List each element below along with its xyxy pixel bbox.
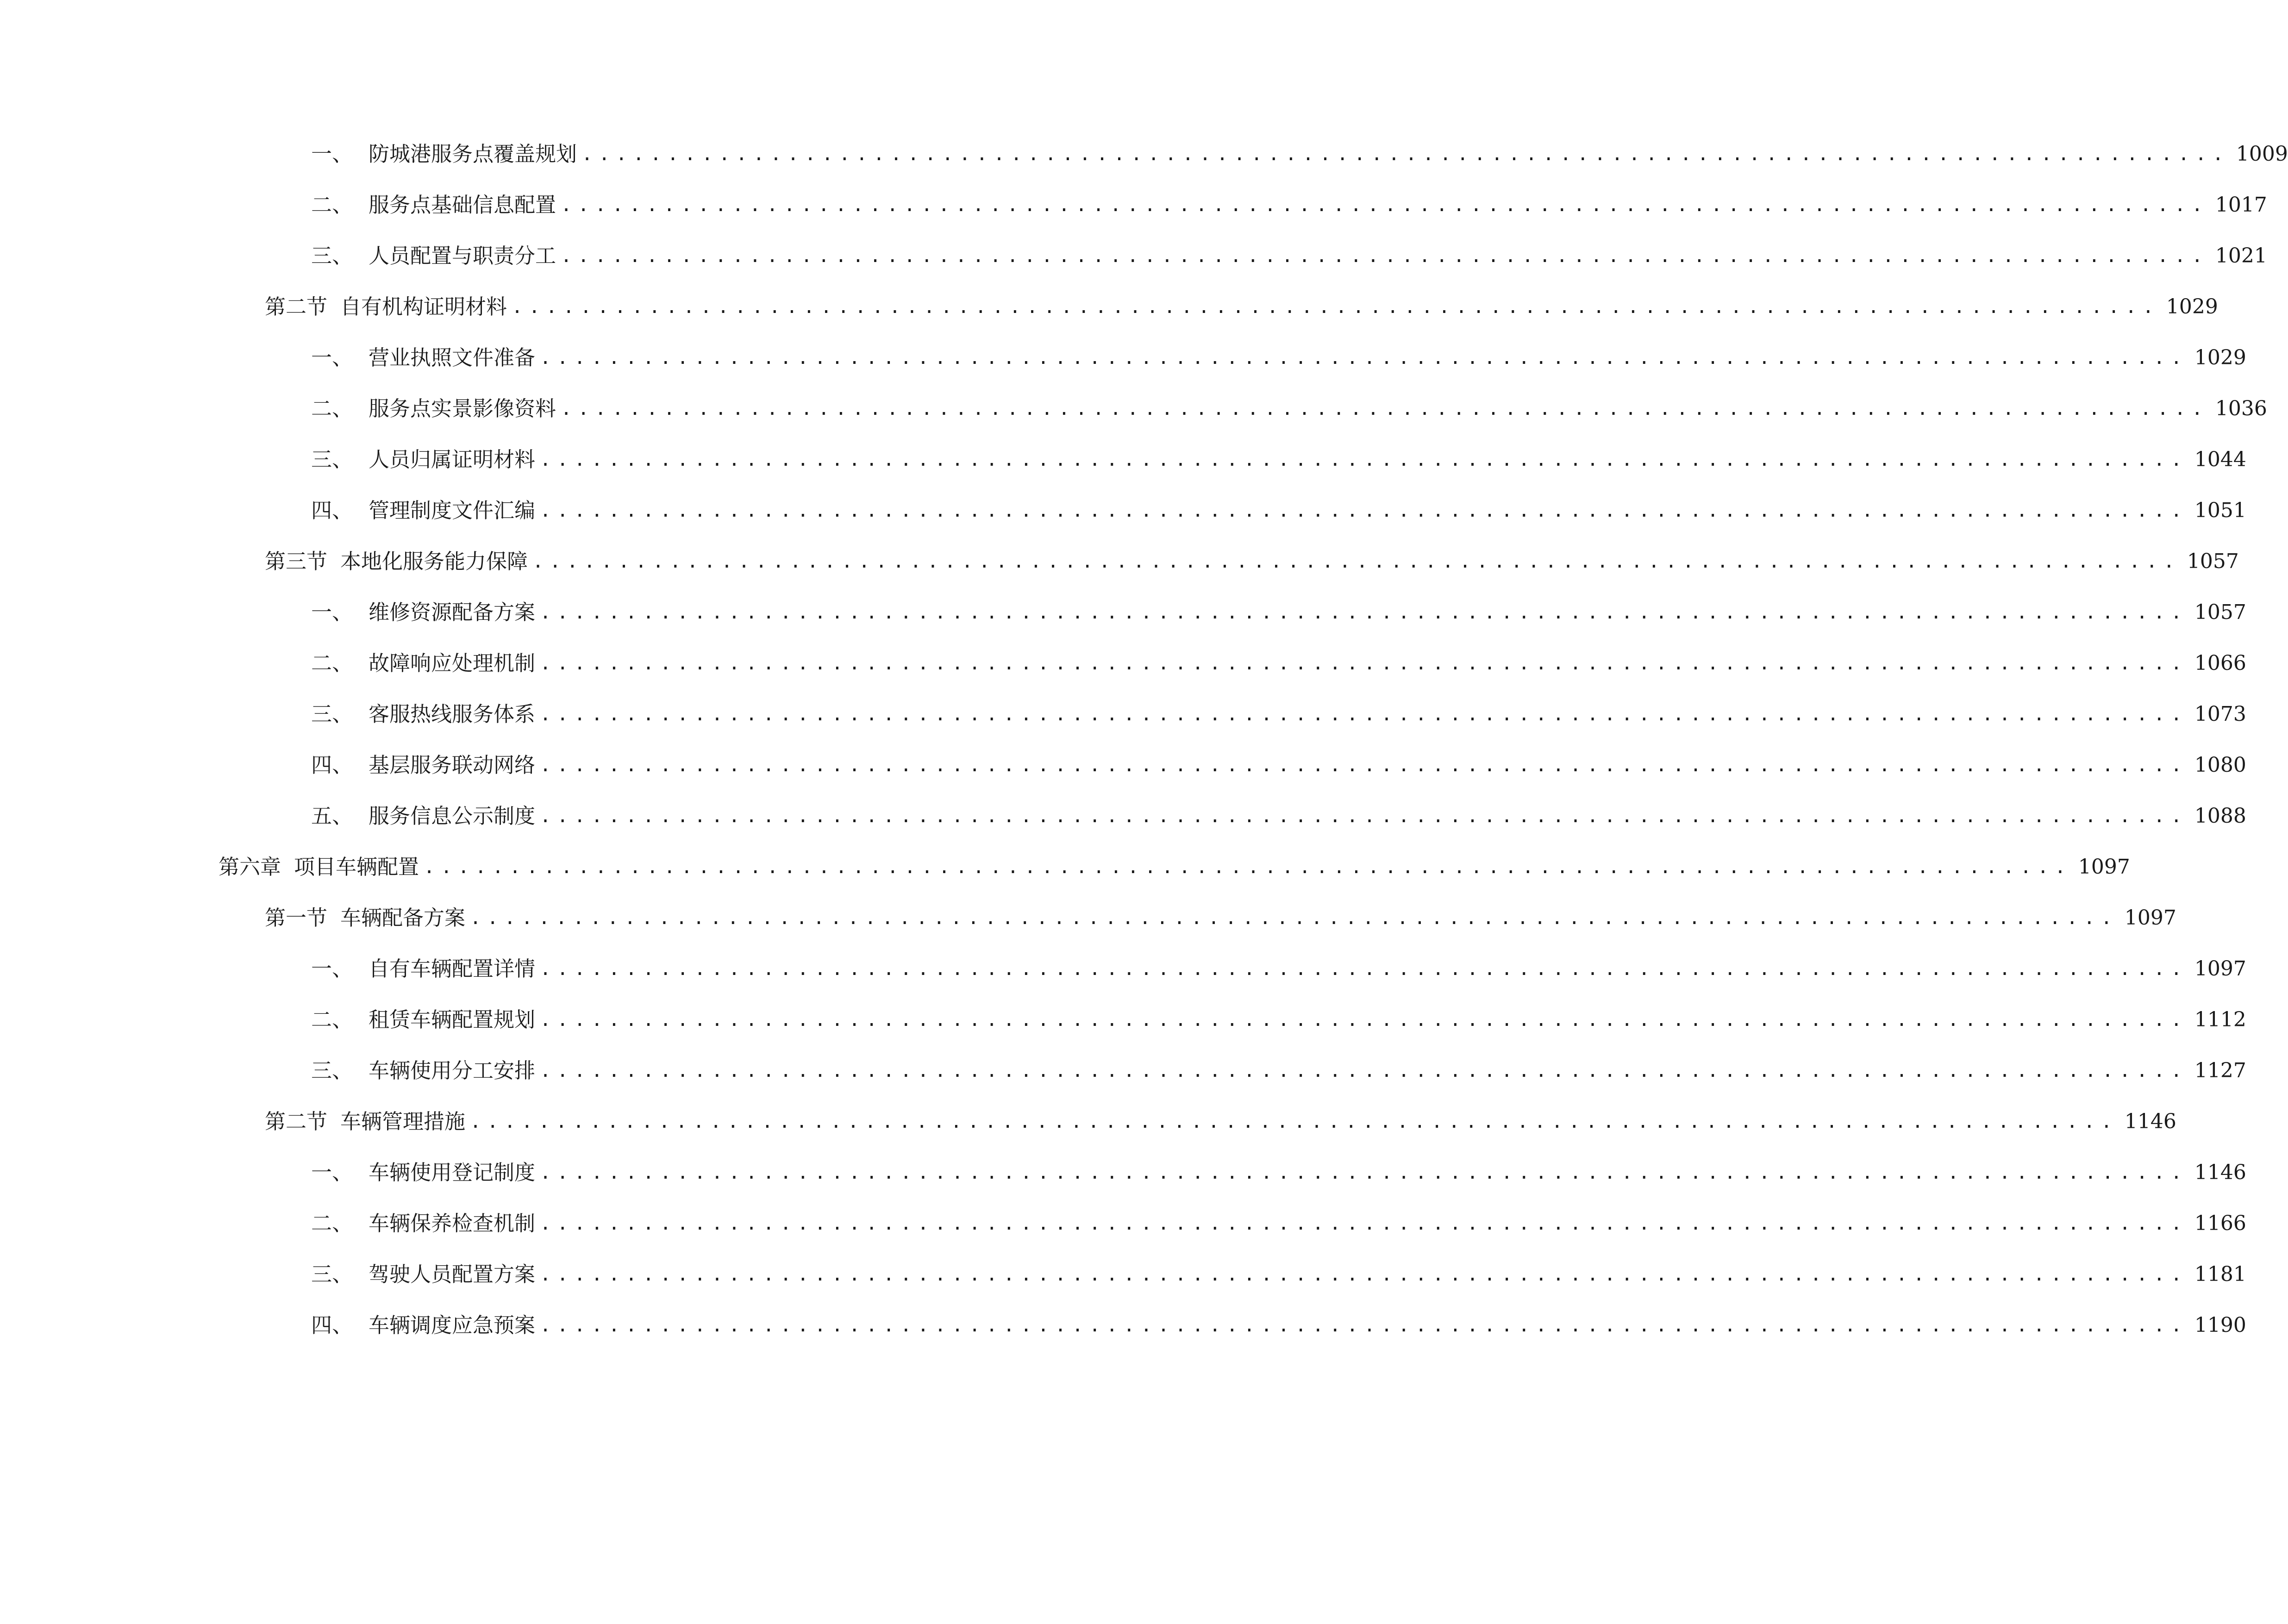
toc-entry[interactable] (311, 950, 2246, 987)
toc-entry-page: 1088 (2194, 804, 2246, 828)
toc-entry-title: 维修资源配备方案 (369, 600, 536, 625)
dot-leader: ................................................................................................ (540, 1162, 2188, 1183)
dot-leader: ................................................................................................ (561, 245, 2209, 267)
toc-entry-title: 服务信息公示制度 (369, 804, 536, 828)
toc-entry-title: 车辆使用登记制度 (369, 1160, 536, 1185)
toc-entry-number: 二、 (311, 1211, 353, 1236)
toc-entry[interactable] (311, 1307, 2246, 1344)
toc-entry-title: 故障响应处理机制 (369, 651, 536, 675)
toc-entry[interactable] (311, 492, 2246, 529)
toc-entry-page: 1166 (2194, 1212, 2246, 1235)
toc-chapter-title: 项目车辆配置 (294, 855, 419, 879)
toc-entry-page: 1051 (2194, 499, 2246, 522)
toc-entry[interactable] (311, 594, 2246, 631)
toc-entry-number: 一、 (311, 142, 353, 166)
toc-entry-number: 五、 (311, 804, 353, 828)
toc-entry-title: 人员配置与职责分工 (369, 244, 556, 268)
toc-entry-number: 一、 (311, 1160, 353, 1185)
toc-entry-page: 1036 (2215, 397, 2267, 420)
toc-section-title: 本地化服务能力保障 (340, 549, 528, 574)
toc-entry[interactable] (311, 645, 2246, 682)
toc-section-number: 第二节 (265, 1109, 328, 1134)
toc-entry-number: 一、 (311, 600, 353, 625)
toc-entry[interactable] (311, 237, 2267, 275)
dot-leader: ................................................................................................ (540, 347, 2188, 369)
toc-entry-number: 四、 (311, 753, 353, 777)
toc-chapter-entry[interactable] (219, 849, 2130, 886)
dot-leader: ................................................................................................ (540, 958, 2188, 980)
toc-entry-title: 防城港服务点覆盖规划 (369, 142, 577, 166)
toc-section-entry[interactable] (265, 1103, 2176, 1140)
toc-entry-number: 二、 (311, 1007, 353, 1032)
toc-entry[interactable] (311, 696, 2246, 733)
toc-entry-number: 三、 (311, 447, 353, 472)
toc-entry-number: 三、 (311, 1058, 353, 1083)
dot-leader: ................................................................................................ (540, 1060, 2188, 1081)
dot-leader: ................................................................................................ (540, 1315, 2188, 1336)
dot-leader: ................................................................................................ (470, 907, 2118, 929)
toc-entry-page: 1181 (2194, 1262, 2246, 1286)
toc-entry-page: 1021 (2215, 244, 2267, 268)
toc-section-entry[interactable] (265, 288, 2218, 325)
toc-entry-page: 1112 (2194, 1008, 2246, 1031)
dot-leader: ................................................................................................ (540, 1213, 2188, 1234)
toc-entry[interactable] (311, 1052, 2246, 1089)
toc-section-number: 第二节 (265, 294, 328, 319)
dot-leader: ................................................................................................ (540, 602, 2188, 623)
dot-leader: ................................................................................................ (540, 1009, 2188, 1031)
toc-section-title: 车辆配备方案 (340, 906, 466, 930)
toc-entry-title: 基层服务联动网络 (369, 753, 536, 777)
toc-entry-title: 管理制度文件汇编 (369, 498, 536, 523)
dot-leader: ................................................................................................ (540, 1264, 2188, 1285)
toc-entry-number: 一、 (311, 956, 353, 981)
toc-entry-title: 营业执照文件准备 (369, 345, 536, 370)
dot-leader: ................................................................................................ (424, 856, 2072, 878)
dot-leader: ................................................................................................ (540, 653, 2188, 674)
dot-leader: ................................................................................................ (532, 551, 2181, 572)
dot-leader: ................................................................................................ (561, 194, 2209, 216)
toc-entry-title: 车辆调度应急预案 (369, 1313, 536, 1337)
toc-section-title: 自有机构证明材料 (340, 294, 507, 319)
dot-leader: ................................................................................................ (470, 1111, 2118, 1132)
toc-entry[interactable] (311, 747, 2246, 784)
toc-entry-number: 一、 (311, 345, 353, 370)
toc-entry-page: 1097 (2194, 957, 2246, 981)
toc-entry[interactable] (311, 798, 2246, 835)
toc-entry-page: 1057 (2187, 550, 2239, 573)
toc-entry-page: 1066 (2194, 651, 2246, 675)
toc-entry-title: 自有车辆配置详情 (369, 956, 536, 981)
toc-entry-title: 服务点实景影像资料 (369, 396, 556, 421)
toc-entry-page: 1073 (2194, 702, 2246, 726)
dot-leader: ................................................................................................ (540, 500, 2188, 521)
toc-entry-page: 1097 (2124, 906, 2176, 930)
toc-entry-page: 1017 (2215, 193, 2267, 217)
toc-entry-number: 二、 (311, 193, 353, 217)
toc-chapter-number: 第六章 (219, 855, 281, 879)
toc-entry-page: 1146 (2124, 1110, 2176, 1133)
toc-entry-title: 人员归属证明材料 (369, 447, 536, 472)
toc-entry[interactable] (311, 339, 2246, 376)
toc-entry-number: 三、 (311, 1262, 353, 1287)
toc-entry-title: 服务点基础信息配置 (369, 193, 556, 217)
toc-entry-page: 1029 (2166, 295, 2218, 319)
toc-entry-page: 1127 (2194, 1059, 2246, 1082)
toc-entry-number: 二、 (311, 396, 353, 421)
toc-entry[interactable] (311, 136, 2288, 173)
toc-entry-page: 1009 (2236, 142, 2288, 166)
toc-entry[interactable] (311, 441, 2246, 478)
dot-leader: ................................................................................................ (540, 704, 2188, 725)
dot-leader: ................................................................................................ (540, 806, 2188, 827)
toc-entry-page: 1057 (2194, 600, 2246, 624)
dot-leader: ................................................................................................ (581, 144, 2230, 165)
toc-entry-number: 二、 (311, 651, 353, 675)
toc-entry-page: 1190 (2194, 1313, 2246, 1337)
toc-entry[interactable] (311, 1205, 2246, 1242)
toc-entry-title: 驾驶人员配置方案 (369, 1262, 536, 1287)
toc-entry[interactable] (311, 187, 2267, 224)
dot-leader: ................................................................................................ (540, 755, 2188, 776)
dot-leader: ................................................................................................ (512, 296, 2160, 318)
toc-entry-number: 四、 (311, 498, 353, 523)
toc-section-entry[interactable] (265, 899, 2176, 937)
toc-entry-page: 1029 (2194, 346, 2246, 369)
toc-section-title: 车辆管理措施 (340, 1109, 466, 1134)
toc-section-entry[interactable] (265, 543, 2239, 580)
toc-entry-number: 三、 (311, 702, 353, 726)
toc-entry[interactable] (311, 1256, 2246, 1293)
toc-entry-page: 1146 (2194, 1161, 2246, 1184)
dot-leader: ................................................................................................ (540, 449, 2188, 470)
toc-entry-number: 三、 (311, 244, 353, 268)
toc-section-number: 第三节 (265, 549, 328, 574)
toc-entry-title: 客服热线服务体系 (369, 702, 536, 726)
toc-entry-title: 租赁车辆配置规划 (369, 1007, 536, 1032)
toc-entry-number: 四、 (311, 1313, 353, 1337)
toc-section-number: 第一节 (265, 906, 328, 930)
toc-entry-title: 车辆保养检查机制 (369, 1211, 536, 1236)
toc-entry[interactable] (311, 390, 2267, 427)
toc-entry[interactable] (311, 1001, 2246, 1038)
dot-leader: ................................................................................................ (561, 398, 2209, 419)
toc-entry-page: 1080 (2194, 753, 2246, 777)
toc-entry-title: 车辆使用分工安排 (369, 1058, 536, 1083)
toc-entry-page: 1097 (2078, 855, 2130, 879)
toc-entry-page: 1044 (2194, 448, 2246, 471)
toc-entry[interactable] (311, 1154, 2246, 1191)
